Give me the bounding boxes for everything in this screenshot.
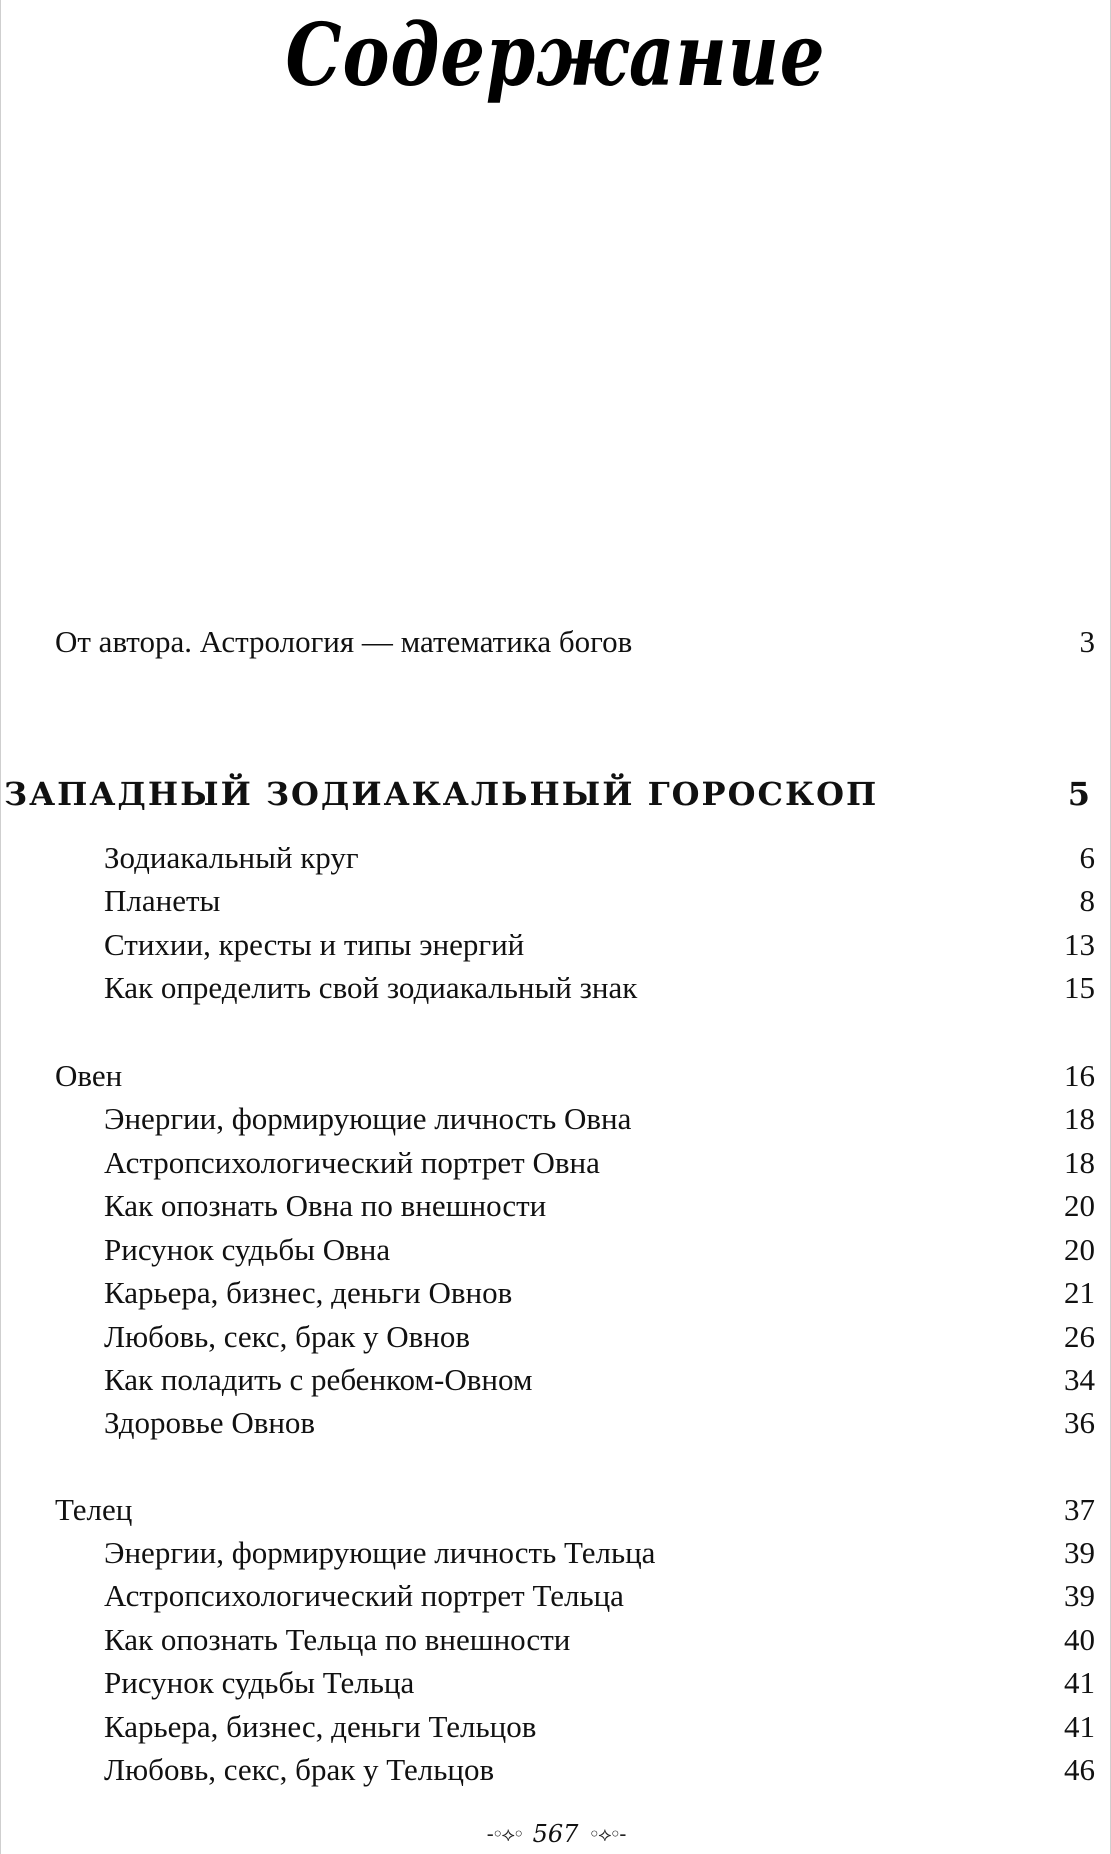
dot-leader — [882, 774, 1058, 814]
ornament-right-icon: ◦⟡◦- — [588, 1822, 625, 1846]
dot-leader — [516, 1273, 1060, 1313]
dot-leader — [574, 1620, 1060, 1660]
dot-leader — [604, 1143, 1060, 1183]
dot-leader — [550, 1186, 1060, 1226]
dot-leader — [319, 1403, 1060, 1443]
dot-leader — [418, 1663, 1060, 1703]
toc-entry-page: 20 — [1064, 1188, 1095, 1223]
toc-entry-label: Астропсихологический портрет Тельца — [104, 1578, 624, 1613]
toc-entry-page: 36 — [1064, 1405, 1095, 1440]
toc-entry-label: От автора. Астрология — математика богов — [55, 624, 633, 659]
dot-leader — [224, 881, 1075, 921]
toc-entry-zodiac-circle[interactable] — [104, 838, 1095, 878]
toc-chapter-aries[interactable] — [55, 1056, 1095, 1096]
toc-entry-page: 18 — [1064, 1145, 1095, 1180]
toc-entry-planets[interactable] — [104, 881, 1095, 921]
toc-entry-label: Рисунок судьбы Овна — [104, 1232, 391, 1267]
toc-entry-page: 18 — [1064, 1101, 1095, 1136]
toc-entry-taurus-career[interactable] — [104, 1707, 1095, 1747]
toc-entry-label: Как опознать Тельца по внешности — [104, 1622, 571, 1657]
toc-section-western-zodiac[interactable] — [4, 774, 1092, 814]
toc-entry-aries-love[interactable] — [104, 1317, 1095, 1357]
toc-entry-page: 46 — [1064, 1752, 1095, 1787]
toc-entry-page: 3 — [1079, 624, 1095, 659]
toc-entry-page: 41 — [1064, 1665, 1095, 1700]
toc-entry-label: Как определить свой зодиакальный знак — [104, 970, 638, 1005]
page-title: Содержание — [285, 5, 826, 106]
toc-entry-page: 41 — [1064, 1709, 1095, 1744]
toc-entry-label: Рисунок судьбы Тельца — [104, 1665, 415, 1700]
toc-entry-page: 20 — [1064, 1232, 1095, 1267]
dot-leader — [394, 1230, 1060, 1270]
ornament-left-icon: -◦⟡◦ — [486, 1822, 523, 1846]
dot-leader — [636, 622, 1075, 662]
toc-entry-aries-portrait[interactable] — [104, 1143, 1095, 1183]
dot-leader — [628, 1576, 1060, 1616]
toc-entry-page: 13 — [1064, 927, 1095, 962]
toc-entry-label: Любовь, секс, брак у Тельцов — [104, 1752, 495, 1787]
dot-leader — [126, 1056, 1060, 1096]
toc-section-label: ЗАПАДНЫЙ ЗОДИАКАЛЬНЫЙ ГОРОСКОП — [4, 775, 879, 813]
toc-chapter-label: Телец — [55, 1492, 133, 1527]
toc-entry-preface[interactable] — [55, 622, 1095, 662]
toc-entry-page: 8 — [1079, 883, 1095, 918]
dot-leader — [363, 838, 1076, 878]
toc-entry-aries-health[interactable] — [104, 1403, 1095, 1443]
page-edge-left — [0, 0, 1, 1854]
dot-leader — [635, 1099, 1060, 1139]
toc-entry-label: Энергии, формирующие личность Тельца — [104, 1535, 656, 1570]
toc-chapter-taurus[interactable] — [55, 1490, 1095, 1530]
toc-entry-page: 26 — [1064, 1319, 1095, 1354]
toc-entry-aries-destiny[interactable] — [104, 1230, 1095, 1270]
toc-entry-taurus-appearance[interactable] — [104, 1620, 1095, 1660]
dot-leader — [641, 968, 1060, 1008]
toc-entry-page: 15 — [1064, 970, 1095, 1005]
toc-entry-page: 40 — [1064, 1622, 1095, 1657]
dot-leader — [537, 1360, 1060, 1400]
toc-entry-label: Астропсихологический портрет Овна — [104, 1145, 600, 1180]
toc-entry-label: Зодиакальный круг — [104, 840, 359, 875]
toc-section-page: 5 — [1067, 775, 1092, 813]
toc-entry-taurus-portrait[interactable] — [104, 1576, 1095, 1616]
toc-entry-aries-career[interactable] — [104, 1273, 1095, 1313]
toc-entry-taurus-love[interactable] — [104, 1750, 1095, 1790]
page-number: 567 — [532, 1820, 579, 1848]
toc-entry-aries-appearance[interactable] — [104, 1186, 1095, 1226]
toc-entry-page: 39 — [1064, 1578, 1095, 1613]
dot-leader — [540, 1707, 1060, 1747]
page-footer — [0, 1817, 1111, 1851]
toc-chapter-page: 37 — [1064, 1492, 1095, 1527]
toc-entry-label: Стихии, кресты и типы энергий — [104, 927, 525, 962]
dot-leader — [474, 1317, 1060, 1357]
toc-entry-label: Любовь, секс, брак у Овнов — [104, 1319, 471, 1354]
toc-entry-taurus-energies[interactable] — [104, 1533, 1095, 1573]
toc-entry-determine-sign[interactable] — [104, 968, 1095, 1008]
toc-entry-label: Здоровье Овнов — [104, 1405, 316, 1440]
toc-entry-page: 39 — [1064, 1535, 1095, 1570]
toc-entry-elements[interactable] — [104, 925, 1095, 965]
toc-entry-taurus-destiny[interactable] — [104, 1663, 1095, 1703]
dot-leader — [528, 925, 1060, 965]
toc-entry-page: 6 — [1079, 840, 1095, 875]
toc-entry-label: Карьера, бизнес, деньги Тельцов — [104, 1709, 537, 1744]
toc-entry-label: Как поладить с ребенком-Овном — [104, 1362, 533, 1397]
toc-entry-label: Энергии, формирующие личность Овна — [104, 1101, 632, 1136]
toc-chapter-label: Овен — [55, 1058, 123, 1093]
toc-entry-aries-child[interactable] — [104, 1360, 1095, 1400]
toc-entry-page: 34 — [1064, 1362, 1095, 1397]
dot-leader — [659, 1533, 1060, 1573]
toc-chapter-page: 16 — [1064, 1058, 1095, 1093]
dot-leader — [498, 1750, 1060, 1790]
toc-entry-aries-energies[interactable] — [104, 1099, 1095, 1139]
toc-entry-label: Карьера, бизнес, деньги Овнов — [104, 1275, 513, 1310]
dot-leader — [136, 1490, 1060, 1530]
toc-entry-label: Как опознать Овна по внешности — [104, 1188, 547, 1223]
toc-entry-page: 21 — [1064, 1275, 1095, 1310]
toc-entry-label: Планеты — [104, 883, 221, 918]
